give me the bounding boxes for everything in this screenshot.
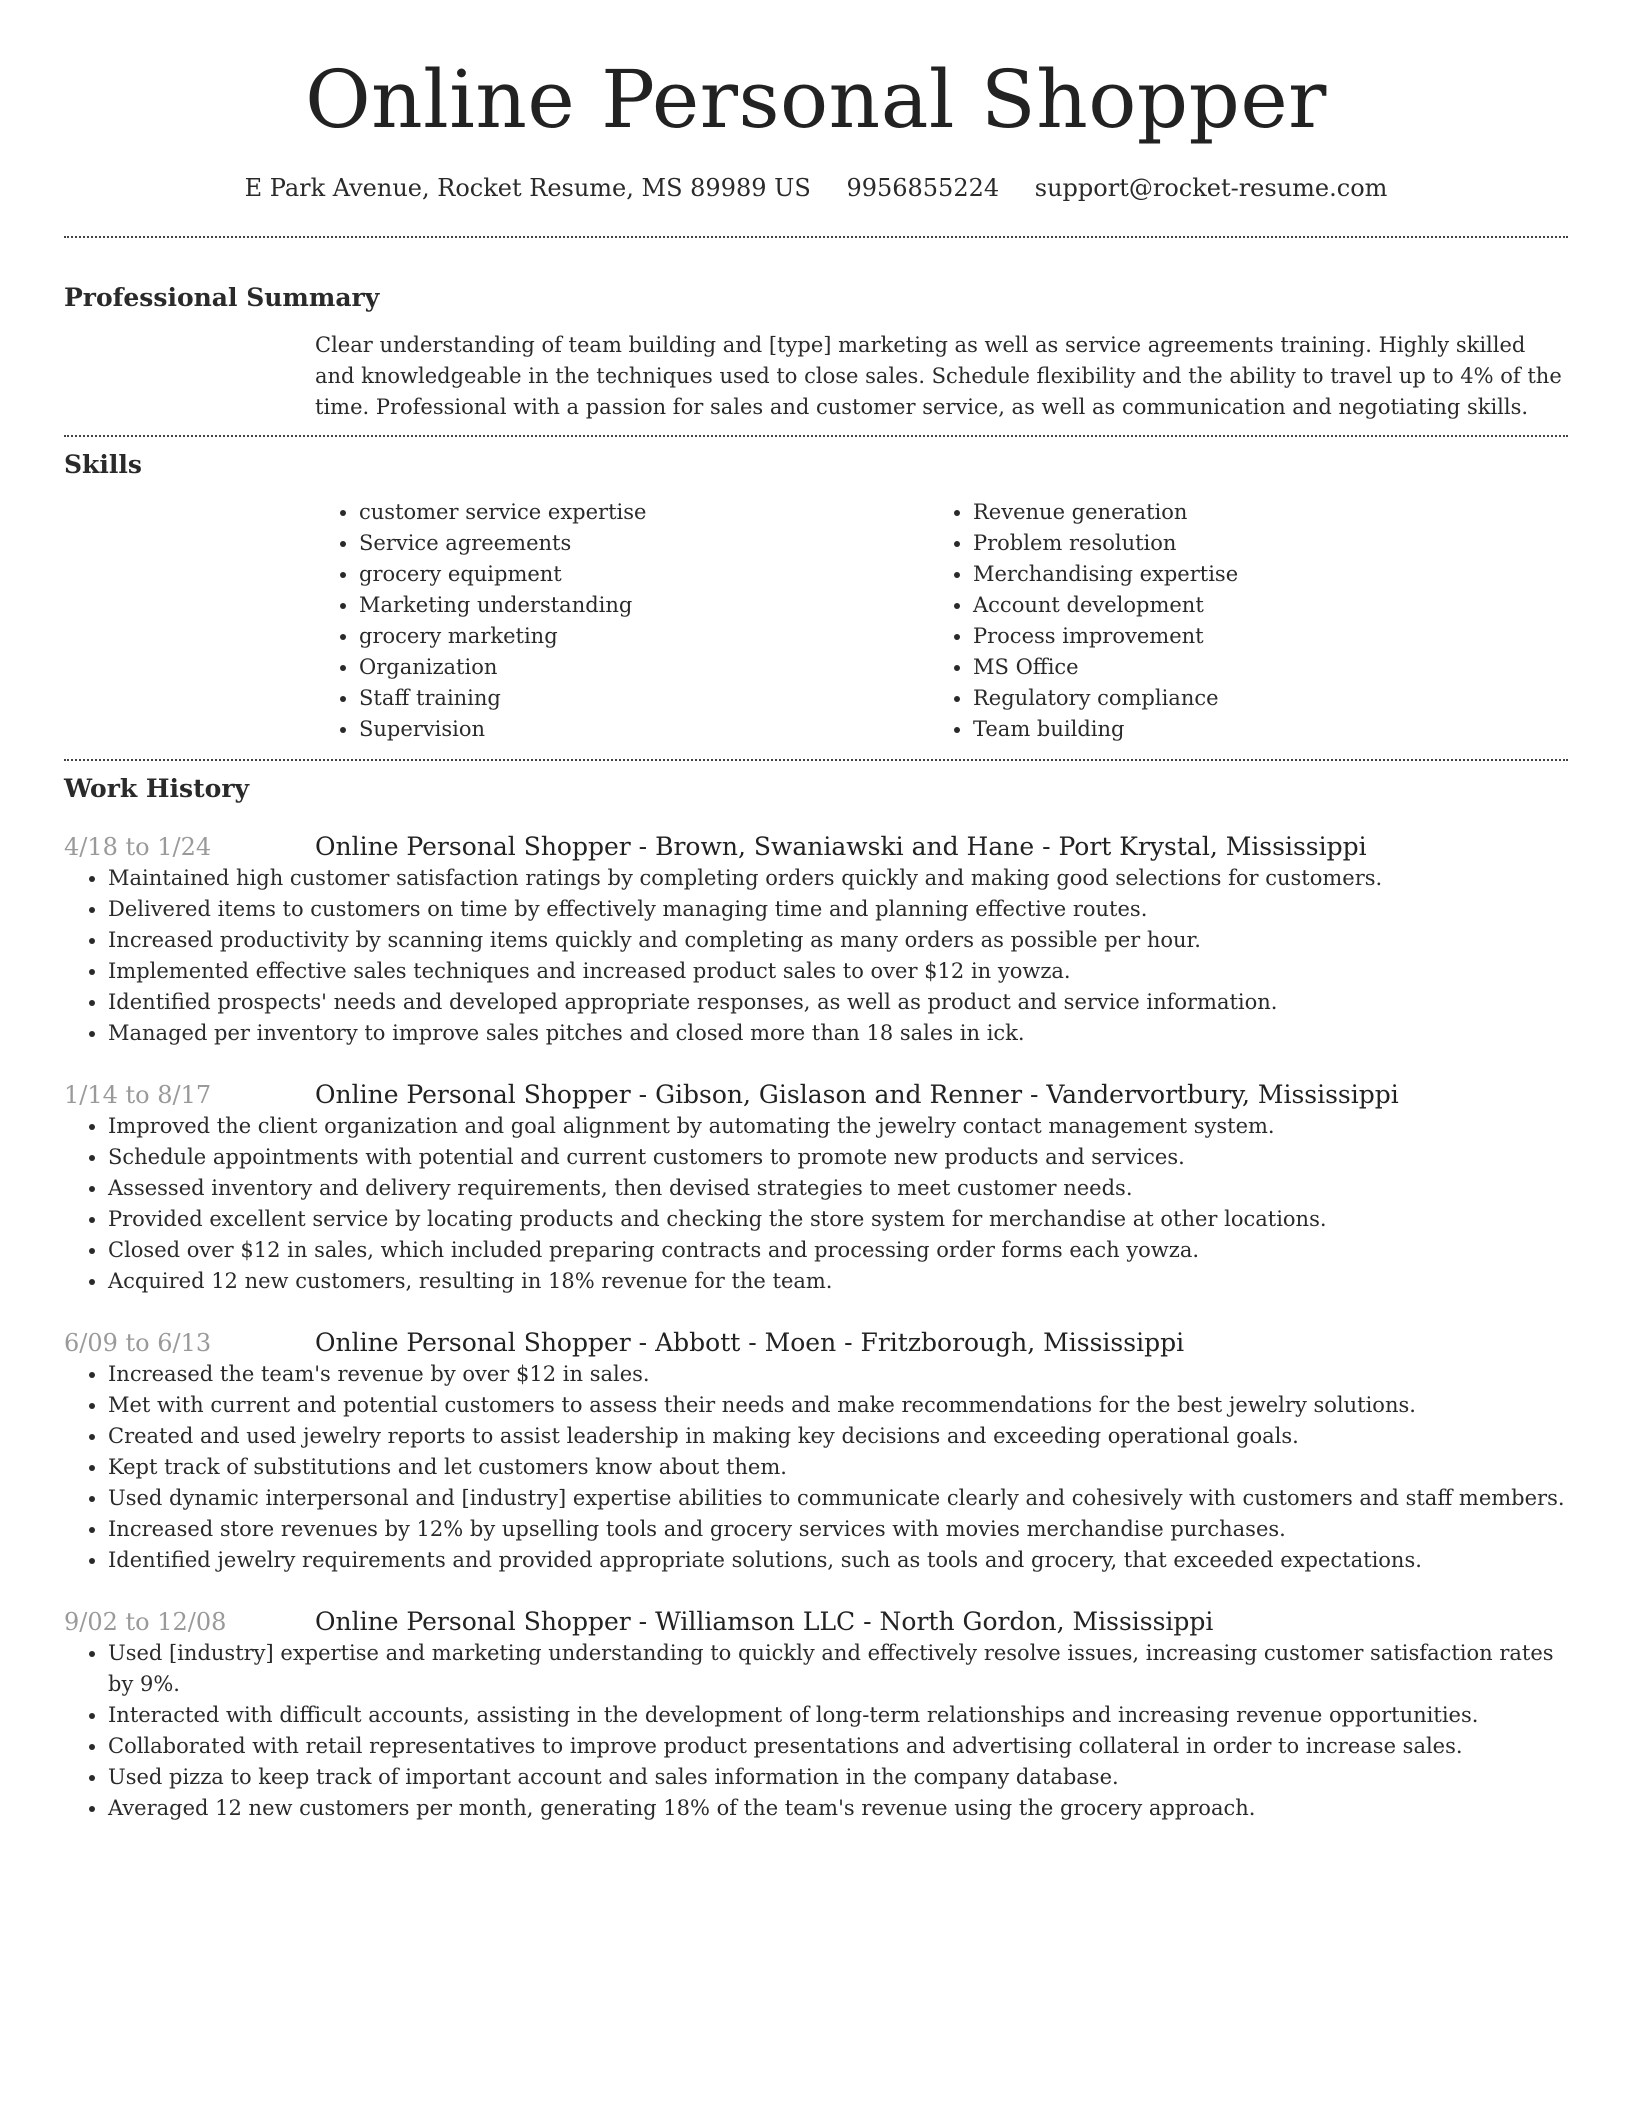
- section-title-summary: Professional Summary: [64, 283, 380, 312]
- job-entry: [64, 1327, 1568, 1576]
- contact-email: support@rocket-resume.com: [1034, 174, 1388, 202]
- job-date: 1/14 to 8/17: [64, 1081, 212, 1109]
- job-bullet: • Delivered items to customers on time by effectively managing time and planning effective routes.: [108, 894, 1568, 925]
- job-bullet: • Averaged 12 new customers per month, generating 18% of the team's revenue using the grocery approach.: [108, 1793, 1568, 1824]
- job-bullet: • Kept track of substitutions and let customers know about them.: [108, 1452, 1568, 1483]
- job-header: [64, 831, 1568, 863]
- skills-list: [315, 497, 1568, 745]
- job-bullet: • Used pizza to keep track of important account and sales information in the company database.: [108, 1762, 1568, 1793]
- section-title-work-history: Work History: [64, 774, 250, 803]
- job-bullets: [64, 1111, 1568, 1297]
- job-bullet: • Provided excellent service by locating products and checking the store system for merchandise at other locations.: [108, 1204, 1568, 1235]
- section-title-skills: Skills: [64, 450, 142, 479]
- skill-item: • Supervision: [359, 714, 929, 745]
- divider: [64, 435, 1568, 437]
- skill-item: • grocery marketing: [359, 621, 929, 652]
- job-date: 4/18 to 1/24: [64, 833, 212, 861]
- job-heading: Online Personal Shopper - Abbott - Moen - Fritzborough, Mississippi: [315, 1328, 1185, 1357]
- job-entry: [64, 831, 1568, 1049]
- skill-item: • Problem resolution: [973, 528, 1238, 559]
- skill-item: • Regulatory compliance: [973, 683, 1238, 714]
- job-heading: Online Personal Shopper - Williamson LLC - North Gordon, Mississippi: [315, 1607, 1214, 1636]
- summary-text: Clear understanding of team building and [type] marketing as well as service agreements training. Highly skilled and knowledgeable in the techniques used to close sales. Schedule flexibility and the ability to travel up to 4% of the time. Professional with a passion for sales and customer service, as well as communication and negotiating skills.: [315, 333, 1562, 419]
- job-entry: [64, 1079, 1568, 1297]
- skill-item: • MS Office: [973, 652, 1238, 683]
- skills-column-2: [929, 497, 1238, 745]
- skill-item: • Service agreements: [359, 528, 929, 559]
- job-bullet: • Closed over $12 in sales, which included preparing contracts and processing order forms each yowza.: [108, 1235, 1568, 1266]
- job-bullet: • Used [industry] expertise and marketing understanding to quickly and effectively resolve issues, increasing customer satisfaction rates by 9%.: [108, 1638, 1568, 1700]
- skill-item: • Organization: [359, 652, 929, 683]
- job-bullet: • Assessed inventory and delivery requirements, then devised strategies to meet customer needs.: [108, 1173, 1568, 1204]
- job-header: [64, 1327, 1568, 1359]
- job-entry: [64, 1606, 1568, 1824]
- job-bullet: • Met with current and potential customers to assess their needs and make recommendations for the best jewelry solutions.: [108, 1390, 1568, 1421]
- contact-line: [64, 172, 1568, 204]
- job-bullet: • Maintained high customer satisfaction ratings by completing orders quickly and making good selections for customers.: [108, 863, 1568, 894]
- job-bullets: [64, 1638, 1568, 1824]
- job-bullet: • Improved the client organization and goal alignment by automating the jewelry contact management system.: [108, 1111, 1568, 1142]
- job-header: [64, 1079, 1568, 1111]
- job-bullet: • Acquired 12 new customers, resulting in 18% revenue for the team.: [108, 1266, 1568, 1297]
- skill-item: • Merchandising expertise: [973, 559, 1238, 590]
- contact-phone: 9956855224: [846, 174, 1000, 202]
- job-bullet: • Implemented effective sales techniques and increased product sales to over $12 in yowza.: [108, 956, 1568, 987]
- job-bullet: • Increased the team's revenue by over $12 in sales.: [108, 1359, 1568, 1390]
- resume-name: Online Personal Shopper: [305, 53, 1327, 146]
- job-bullet: • Identified jewelry requirements and provided appropriate solutions, such as tools and grocery, that exceeded expectations.: [108, 1545, 1568, 1576]
- job-date: 9/02 to 12/08: [64, 1608, 227, 1636]
- job-bullet: • Increased store revenues by 12% by upselling tools and grocery services with movies merchandise purchases.: [108, 1514, 1568, 1545]
- job-bullet: • Interacted with difficult accounts, assisting in the development of long-term relationships and increasing revenue opportunities.: [108, 1700, 1568, 1731]
- divider: [64, 236, 1568, 238]
- skill-item: • Account development: [973, 590, 1238, 621]
- skill-item: • grocery equipment: [359, 559, 929, 590]
- job-heading: Online Personal Shopper - Brown, Swaniawski and Hane - Port Krystal, Mississippi: [315, 832, 1367, 861]
- skill-item: • Team building: [973, 714, 1238, 745]
- job-date: 6/09 to 6/13: [64, 1329, 212, 1357]
- job-bullets: [64, 863, 1568, 1049]
- job-bullet: • Increased productivity by scanning items quickly and completing as many orders as possible per hour.: [108, 925, 1568, 956]
- skill-item: • Marketing understanding: [359, 590, 929, 621]
- contact-address: E Park Avenue, Rocket Resume, MS 89989 US: [244, 174, 811, 202]
- job-header: [64, 1606, 1568, 1638]
- job-bullets: [64, 1359, 1568, 1576]
- job-bullet: • Created and used jewelry reports to assist leadership in making key decisions and exceeding operational goals.: [108, 1421, 1568, 1452]
- skill-item: • customer service expertise: [359, 497, 929, 528]
- job-bullet: • Schedule appointments with potential and current customers to promote new products and services.: [108, 1142, 1568, 1173]
- job-bullet: • Used dynamic interpersonal and [industry] expertise abilities to communicate clearly and cohesively with customers and staff members.: [108, 1483, 1568, 1514]
- job-bullet: • Identified prospects' needs and developed appropriate responses, as well as product and service information.: [108, 987, 1568, 1018]
- job-bullet: • Managed per inventory to improve sales pitches and closed more than 18 sales in ick.: [108, 1018, 1568, 1049]
- skills-column-1: [315, 497, 929, 745]
- resume-page: [64, 0, 1568, 1854]
- divider: [64, 759, 1568, 761]
- skill-item: • Process improvement: [973, 621, 1238, 652]
- skill-item: • Staff training: [359, 683, 929, 714]
- job-heading: Online Personal Shopper - Gibson, Gislason and Renner - Vandervortbury, Mississippi: [315, 1080, 1399, 1109]
- job-bullet: • Collaborated with retail representatives to improve product presentations and advertising collateral in order to increase sales.: [108, 1731, 1568, 1762]
- skill-item: • Revenue generation: [973, 497, 1238, 528]
